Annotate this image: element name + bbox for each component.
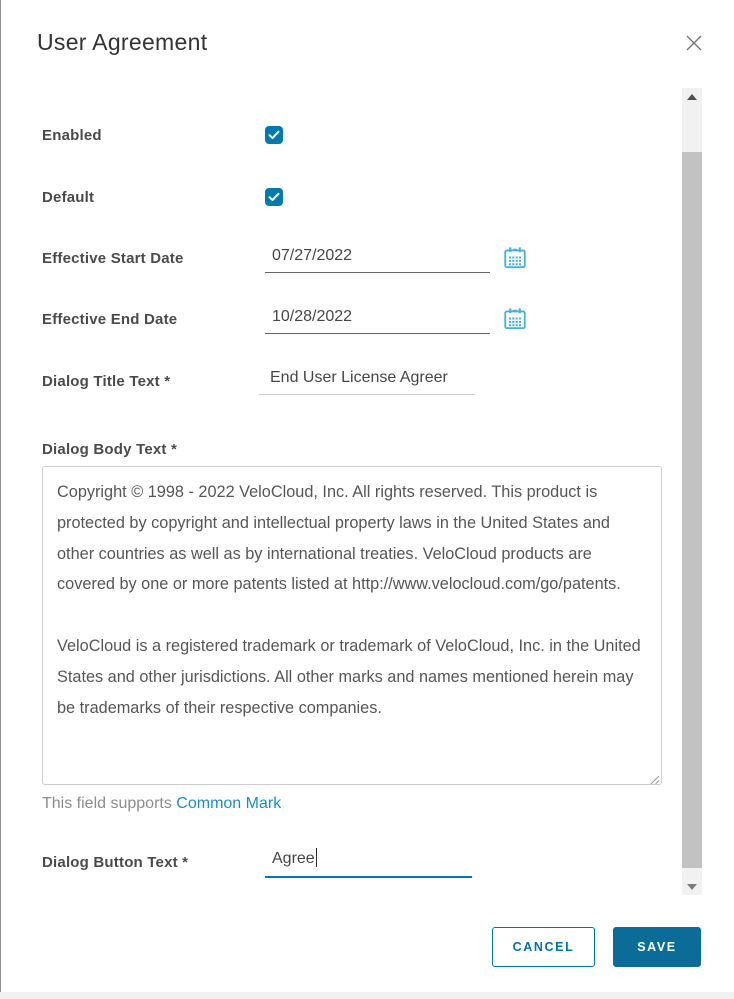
chevron-down-icon (687, 884, 697, 890)
page-left-border (0, 0, 1, 999)
scrollbar-down-arrow[interactable] (682, 878, 702, 895)
dialog-button-label: Dialog Button Text * (42, 854, 189, 871)
enabled-checkbox[interactable] (265, 126, 283, 144)
textarea-resize-grip-icon[interactable] (649, 772, 660, 783)
calendar-icon[interactable] (502, 306, 528, 332)
dialog-body-textarea[interactable] (42, 466, 662, 785)
enabled-label: Enabled (42, 127, 102, 144)
scrollbar-up-arrow[interactable] (682, 88, 702, 105)
hint-prefix: This field supports (42, 795, 177, 812)
text-caret (316, 848, 318, 867)
default-label: Default (42, 189, 95, 206)
default-checkbox[interactable] (265, 188, 283, 206)
scrollbar-thumb[interactable] (682, 152, 702, 868)
commonmark-hint (42, 795, 281, 813)
chevron-up-icon (687, 94, 697, 100)
end-date-label: Effective End Date (42, 311, 178, 328)
end-date-input[interactable] (265, 304, 490, 334)
check-icon (268, 192, 280, 202)
modal-title: User Agreement (37, 29, 208, 55)
vertical-scrollbar[interactable] (682, 88, 702, 895)
dialog-button-input[interactable] (265, 848, 472, 878)
check-icon (268, 130, 280, 140)
common-mark-link[interactable]: Common Mark (176, 795, 282, 812)
dialog-title-label: Dialog Title Text * (42, 373, 171, 390)
dialog-body-label: Dialog Body Text * (42, 441, 178, 458)
dialog-title-input[interactable] (259, 365, 475, 395)
start-date-input[interactable] (265, 243, 490, 273)
close-icon[interactable] (683, 32, 705, 54)
save-button[interactable]: SAVE (613, 927, 701, 967)
cancel-button[interactable]: CANCEL (492, 927, 595, 967)
page-bottom-strip (0, 992, 734, 999)
start-date-label: Effective Start Date (42, 250, 184, 267)
dialog-button-value: Agree (272, 850, 315, 867)
calendar-icon[interactable] (502, 245, 528, 271)
